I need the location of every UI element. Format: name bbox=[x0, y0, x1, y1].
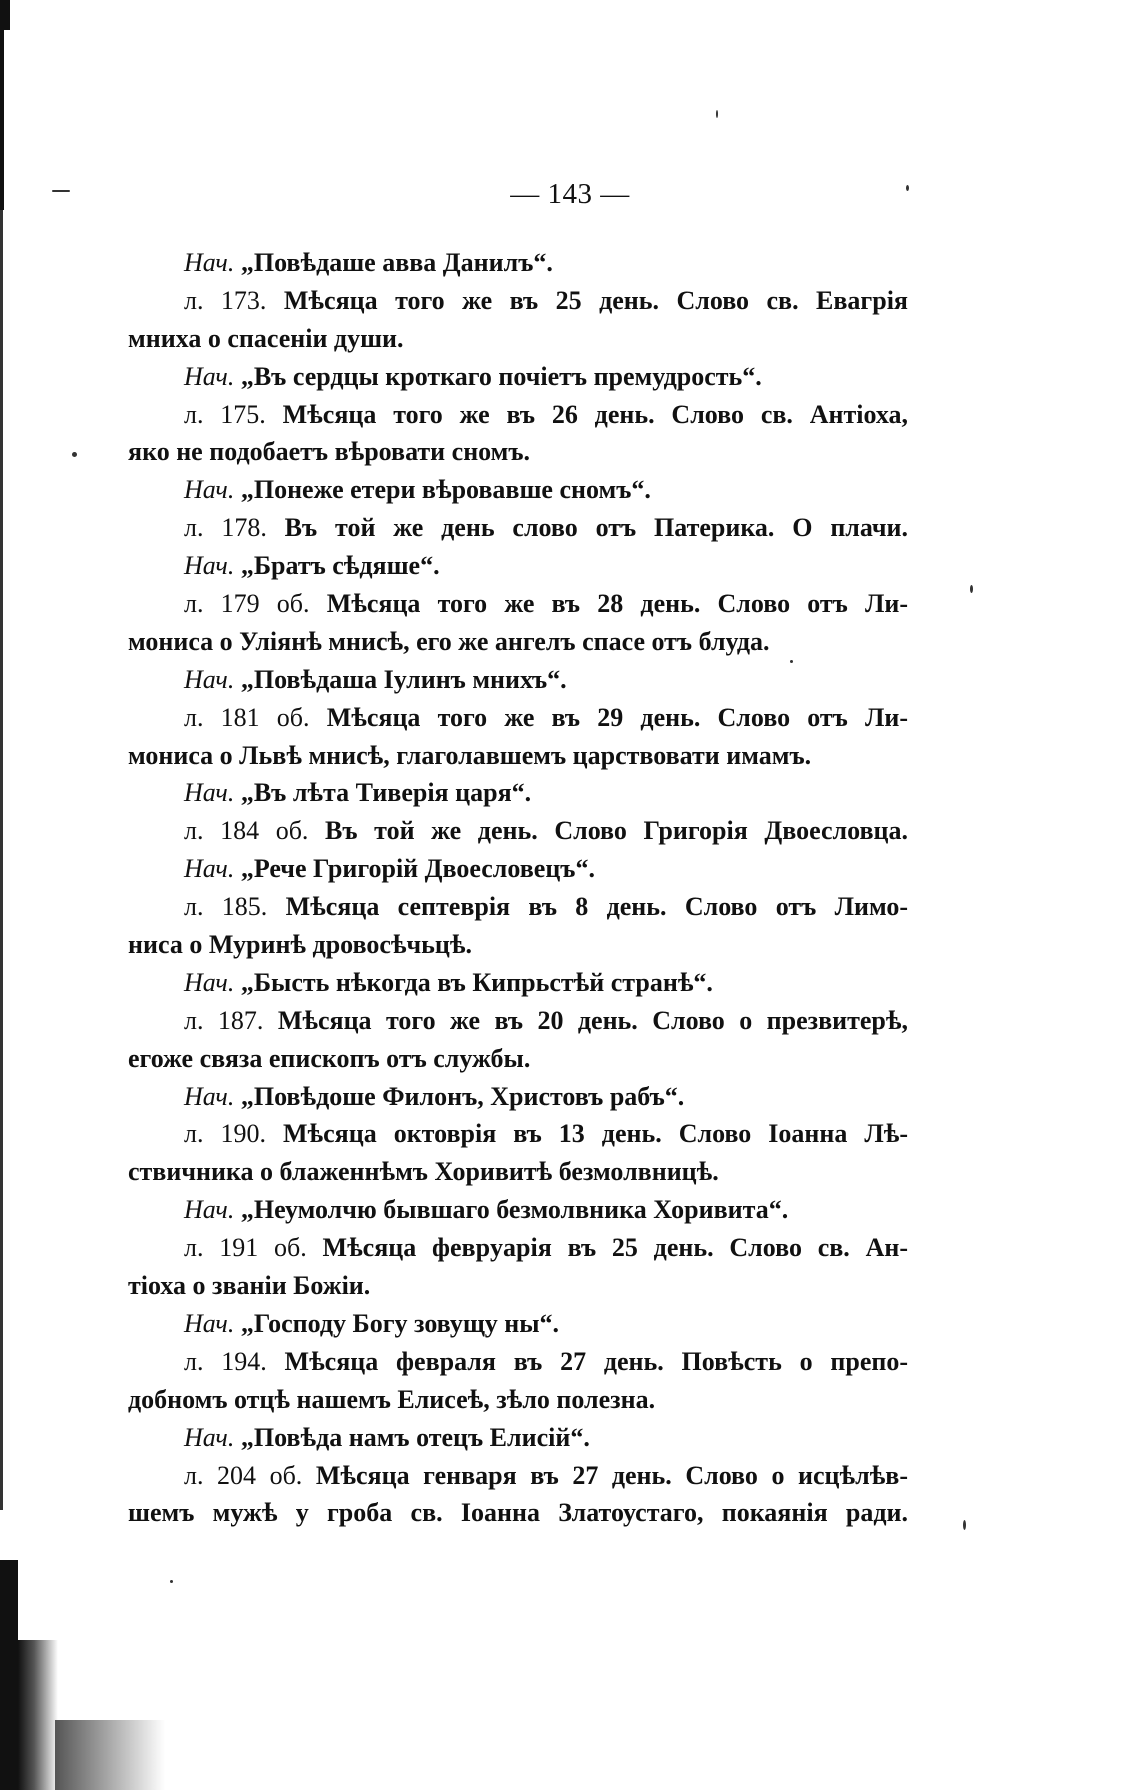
line-text: Мѣсяца септеврія въ 8 день. Слово отъ Лимо- bbox=[267, 892, 908, 922]
incipit-line bbox=[128, 547, 908, 585]
incipit-abbreviation: Нач. bbox=[184, 475, 235, 505]
line-text: „Господу Богу зовущу ны“. bbox=[234, 1308, 560, 1338]
incipit-abbreviation: Нач. bbox=[184, 361, 235, 391]
incipit-line bbox=[128, 471, 908, 509]
leaf-reference: л. 185. bbox=[184, 892, 268, 922]
line-text: егоже связа епископъ отъ службы. bbox=[128, 1043, 531, 1073]
line-text: „Повѣдаше авва Данилъ“. bbox=[234, 248, 553, 277]
incipit-line bbox=[128, 964, 908, 1002]
incipit-line bbox=[128, 1419, 908, 1457]
incipit-line bbox=[128, 1305, 908, 1343]
incipit-abbreviation: Нач. bbox=[184, 778, 235, 808]
incipit-line bbox=[128, 661, 908, 699]
entry-line bbox=[128, 585, 908, 623]
line-text: „Повѣдоше Филонъ, Христовъ рабъ“. bbox=[234, 1081, 685, 1111]
leaf-reference: л. 184 об. bbox=[184, 816, 309, 846]
scan-speck bbox=[963, 1520, 966, 1530]
line-text: Въ той же день слово отъ Патерика. О плачи. bbox=[266, 513, 909, 543]
scan-edge-artifact bbox=[55, 1720, 165, 1790]
line-text: Мѣсяца того же въ 26 день. Слово св. Антіоха, bbox=[265, 399, 909, 429]
scan-edge-artifact bbox=[0, 0, 10, 30]
line-text: Мѣсяца того же въ 28 день. Слово отъ Ли- bbox=[309, 589, 908, 619]
scan-speck bbox=[170, 1580, 173, 1583]
continuation-line bbox=[128, 623, 908, 661]
entry-line bbox=[128, 888, 908, 926]
incipit-line bbox=[128, 850, 908, 888]
incipit-line bbox=[128, 244, 908, 282]
incipit-abbreviation: Нач. bbox=[184, 1195, 235, 1225]
continuation-line bbox=[128, 926, 908, 964]
line-text: Мѣсяца октоврія въ 13 день. Слово Іоанна Лѣ- bbox=[265, 1119, 908, 1149]
line-text: „Бысть нѣкогда въ Кипрьстѣй странѣ“. bbox=[234, 967, 713, 997]
entry-line bbox=[128, 1457, 908, 1495]
line-text: шемъ мужѣ у гроба св. Іоанна Златоустаго, покаянія ради. bbox=[128, 1498, 908, 1528]
entry-line bbox=[128, 282, 908, 320]
continuation-line bbox=[128, 737, 908, 775]
incipit-abbreviation: Нач. bbox=[184, 551, 235, 581]
continuation-line bbox=[128, 1153, 908, 1191]
line-text: мниха о спасеніи души. bbox=[128, 323, 404, 353]
scan-edge-artifact bbox=[0, 210, 3, 1510]
leaf-reference: л. 190. bbox=[184, 1119, 266, 1149]
continuation-line bbox=[128, 320, 908, 358]
leaf-reference: л. 204 об. bbox=[184, 1460, 303, 1490]
leaf-reference: л. 187. bbox=[184, 1005, 264, 1035]
line-text: „Понеже етери вѣровавше сномъ“. bbox=[234, 475, 651, 505]
line-text: „Неумолчю бывшаго безмолвника Хоривита“. bbox=[234, 1195, 789, 1225]
line-text: Мѣсяца того же въ 25 день. Слово св. Евагрія bbox=[266, 285, 908, 315]
incipit-abbreviation: Нач. bbox=[184, 967, 235, 997]
continuation-line bbox=[128, 433, 908, 471]
continuation-line bbox=[128, 1267, 908, 1305]
line-text: „Въ лѣта Тиверія царя“. bbox=[234, 778, 532, 808]
entry-line bbox=[128, 396, 908, 434]
incipit-abbreviation: Нач. bbox=[184, 248, 235, 277]
scan-edge-artifact bbox=[0, 1560, 18, 1790]
line-text: Мѣсяца того же въ 20 день. Слово о презвитерѣ, bbox=[263, 1005, 908, 1035]
incipit-abbreviation: Нач. bbox=[184, 1308, 235, 1338]
continuation-line bbox=[128, 1040, 908, 1078]
line-text: „Въ сердцы кроткаго почіетъ премудрость“. bbox=[234, 361, 762, 391]
incipit-line bbox=[128, 1191, 908, 1229]
line-text: яко не подобаетъ вѣровати сномъ. bbox=[128, 437, 531, 467]
line-text: Мѣсяца генваря въ 27 день. Слово о исцѣлѣв- bbox=[302, 1460, 908, 1490]
continuation-line bbox=[128, 1381, 908, 1419]
entry-line bbox=[128, 812, 908, 850]
line-text: ниса о Муринѣ дровосѣчьцѣ. bbox=[128, 930, 473, 960]
continuation-line bbox=[128, 1494, 908, 1532]
entry-line bbox=[128, 1115, 908, 1153]
entry-line bbox=[128, 1229, 908, 1267]
incipit-abbreviation: Нач. bbox=[184, 1422, 235, 1452]
incipit-abbreviation: Нач. bbox=[184, 664, 235, 694]
line-text: Мѣсяца февраля въ 27 день. Повѣсть о препо- bbox=[266, 1346, 909, 1376]
entry-line bbox=[128, 1002, 908, 1040]
line-text: „Повѣдаша Іулинъ мнихъ“. bbox=[234, 664, 567, 694]
line-text: Мѣсяца того же въ 29 день. Слово отъ Ли- bbox=[309, 702, 908, 732]
leaf-reference: л. 175. bbox=[184, 399, 266, 429]
page-number: — 143 — bbox=[510, 178, 630, 210]
scan-edge-artifact bbox=[18, 1640, 58, 1790]
incipit-abbreviation: Нач. bbox=[184, 1081, 235, 1111]
line-text: „Повѣда намъ отецъ Елисій“. bbox=[234, 1422, 590, 1452]
line-text: Въ той же день. Слово Григорія Двоесловца. bbox=[308, 816, 908, 846]
text-body bbox=[128, 244, 908, 1532]
line-text: „Братъ сѣдяше“. bbox=[234, 551, 440, 581]
line-text: ствичника о блаженнѣмъ Хоривитѣ безмолвницѣ. bbox=[128, 1157, 719, 1187]
line-text: мониса о Львѣ мнисѣ, глаголавшемъ царствовати имамъ. bbox=[128, 740, 812, 770]
incipit-line bbox=[128, 358, 908, 396]
entry-line bbox=[128, 509, 908, 547]
scan-speck bbox=[72, 452, 77, 457]
incipit-line bbox=[128, 1078, 908, 1116]
incipit-line bbox=[128, 774, 908, 812]
leaf-reference: л. 194. bbox=[184, 1346, 267, 1376]
scan-speck bbox=[970, 585, 973, 593]
line-text: добномъ отцѣ нашемъ Елисеѣ, зѣло полезна. bbox=[128, 1384, 656, 1414]
incipit-abbreviation: Нач. bbox=[184, 854, 235, 884]
line-text: тіоха о званіи Божіи. bbox=[128, 1271, 371, 1301]
leaf-reference: л. 173. bbox=[184, 285, 267, 315]
leaf-reference: л. 178. bbox=[184, 513, 267, 543]
line-text: мониса о Уліянѣ мнисѣ, его же ангелъ спасе отъ блуда. bbox=[128, 626, 770, 656]
leaf-reference: л. 181 об. bbox=[184, 702, 310, 732]
entry-line bbox=[128, 699, 908, 737]
leaf-reference: л. 179 об. bbox=[184, 589, 310, 619]
leaf-reference: л. 191 об. bbox=[184, 1233, 307, 1263]
entry-line bbox=[128, 1343, 908, 1381]
line-text: „Рече Григорій Двоесловецъ“. bbox=[234, 854, 595, 884]
line-text: Мѣсяца феврyарія въ 25 день. Слово св. Ан- bbox=[306, 1233, 908, 1263]
scan-speck bbox=[716, 110, 718, 118]
